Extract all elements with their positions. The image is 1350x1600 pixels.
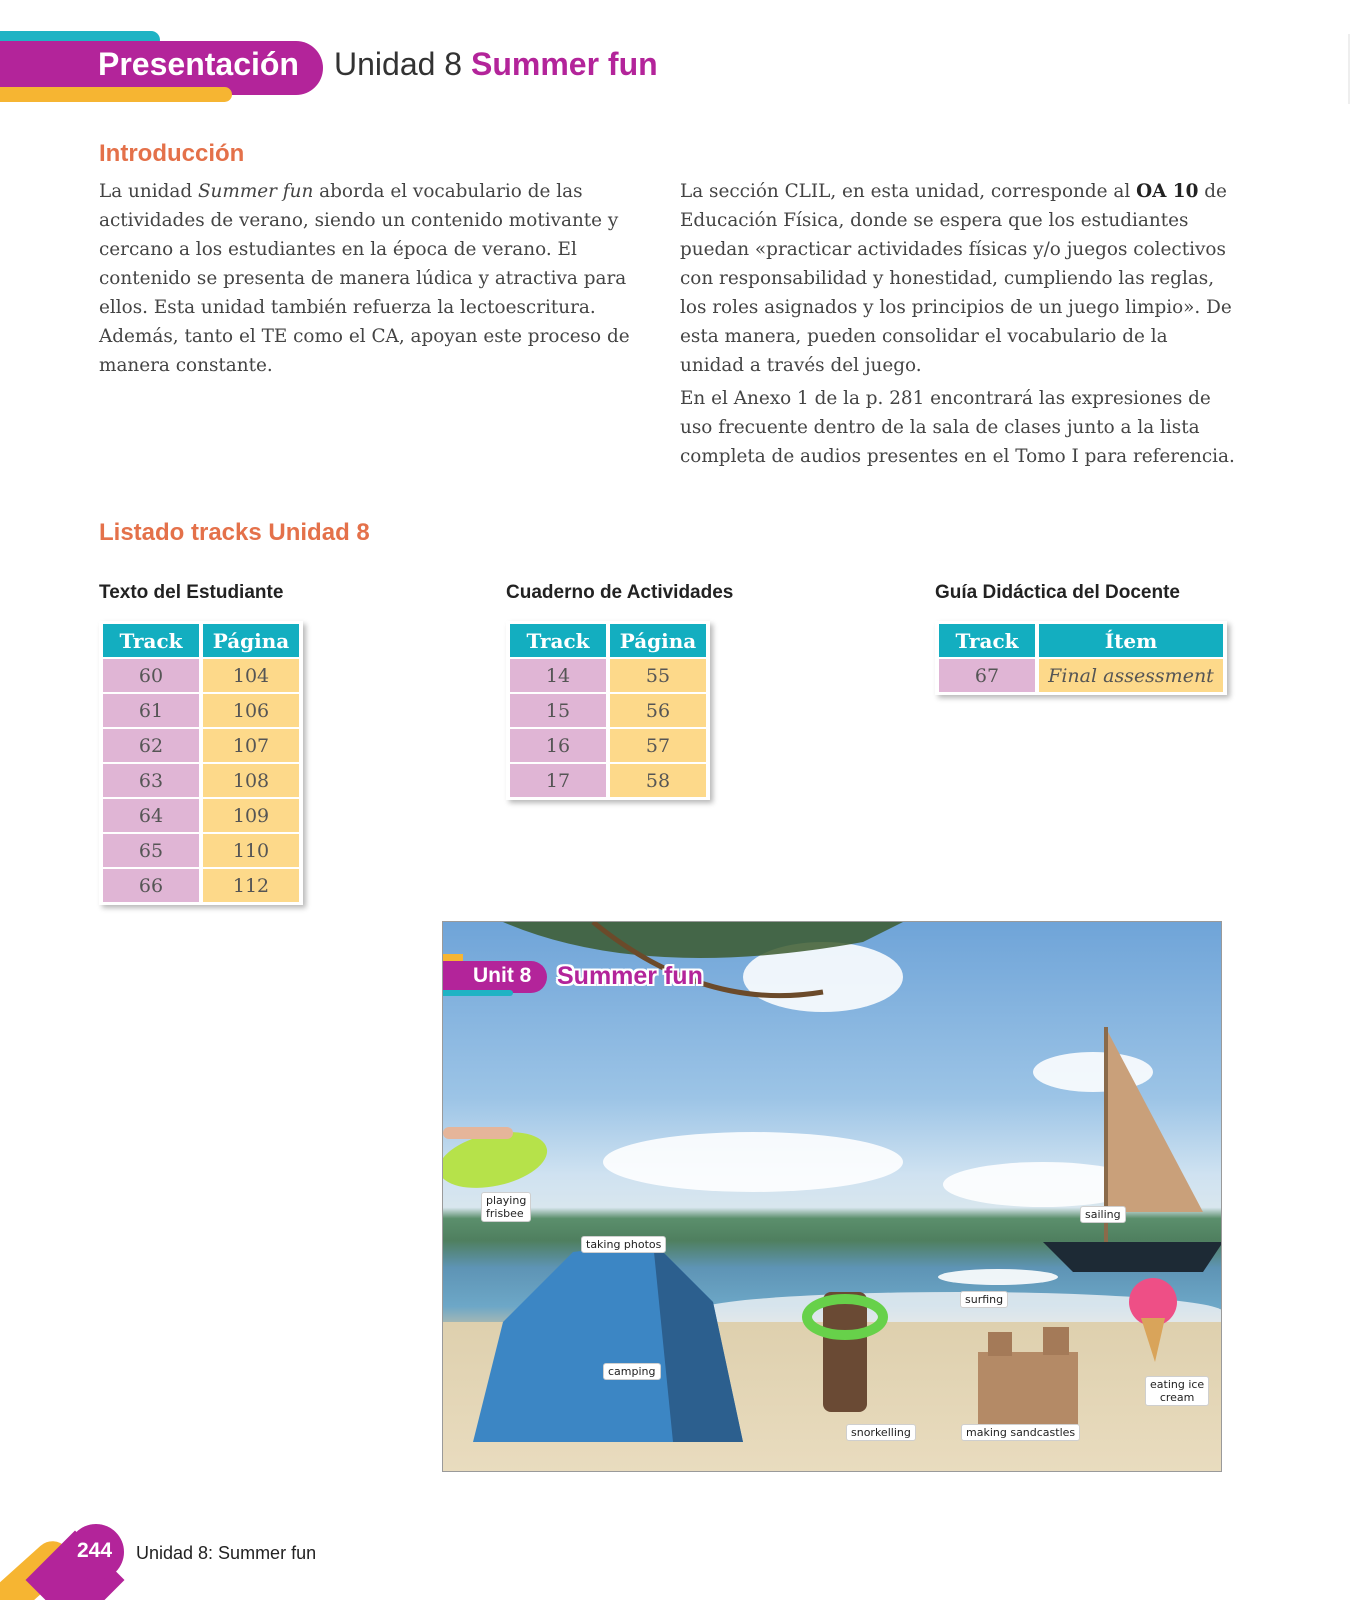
column-header: Página <box>203 624 299 657</box>
gdd-track-table <box>935 621 1227 695</box>
mini-unit-label: Unit 8 <box>473 964 532 987</box>
intro-left-pre: La unidad <box>99 181 198 202</box>
track-cell: 63 <box>103 764 199 797</box>
value-cell: 110 <box>203 834 299 867</box>
tag-surfing: surfing <box>960 1291 1008 1308</box>
table-row <box>937 658 1225 693</box>
mini-badge-teal <box>443 990 513 996</box>
value-cell: Final assessment <box>1039 659 1223 692</box>
table-row <box>101 833 301 868</box>
table-row <box>508 693 708 728</box>
table-header-row <box>937 623 1225 658</box>
track-cell: 66 <box>103 869 199 902</box>
table-row <box>101 868 301 903</box>
track-cell: 15 <box>510 694 606 727</box>
page-title <box>334 46 658 83</box>
intro-title: Introducción <box>99 140 245 167</box>
intro-left-italic: Summer fun <box>197 181 314 202</box>
tag-snorkelling: snorkelling <box>846 1424 916 1441</box>
track-cell: 17 <box>510 764 606 797</box>
tag-playing-frisbee <box>481 1192 531 1222</box>
page-number: 244 <box>77 1539 113 1562</box>
column-header: Ítem <box>1039 624 1223 657</box>
section-label: Presentación <box>98 46 299 82</box>
tag-making-sandcastles: making sandcastles <box>961 1424 1080 1441</box>
beach-scene-illustration <box>443 922 1222 1472</box>
value-cell: 56 <box>610 694 706 727</box>
table-row <box>508 658 708 693</box>
track-cell: 65 <box>103 834 199 867</box>
column-header: Track <box>939 624 1035 657</box>
table-row <box>101 763 301 798</box>
value-cell: 107 <box>203 729 299 762</box>
value-cell: 106 <box>203 694 299 727</box>
track-cell: 64 <box>103 799 199 832</box>
table-row <box>508 728 708 763</box>
intro-left-paragraph <box>99 177 649 380</box>
ca-table-heading: Cuaderno de Actividades <box>506 582 734 603</box>
tag-taking-photos: taking photos <box>581 1236 666 1253</box>
table-header-row <box>508 623 708 658</box>
value-cell: 108 <box>203 764 299 797</box>
column-header: Track <box>103 624 199 657</box>
table-row <box>101 798 301 833</box>
value-cell: 104 <box>203 659 299 692</box>
column-header: Track <box>510 624 606 657</box>
value-cell: 55 <box>610 659 706 692</box>
page-title-accent: Summer fun <box>470 46 658 82</box>
te-track-table <box>99 621 303 905</box>
intro-right1-bold: OA 10 <box>1136 181 1199 202</box>
gdd-table-heading: Guía Didáctica del Docente <box>935 582 1180 603</box>
header-yellow-stripe <box>0 87 232 102</box>
tag-text: playing <box>486 1194 527 1207</box>
table-row <box>101 658 301 693</box>
tag-eating-ice-cream <box>1145 1376 1209 1406</box>
tracks-title: Listado tracks Unidad 8 <box>99 519 370 546</box>
value-cell: 57 <box>610 729 706 762</box>
intro-left-post: aborda el vocabulario de las actividades de verano, siendo un contenido motivante y cercano a los estudiantes en la época de verano. El contenido se presenta de manera lúdica y atractiva para ellos. Esta unidad también refuerza la lectoescritura. Además, tanto el TE como el CA, apoyan este proceso de manera constante. <box>99 181 630 376</box>
track-cell: 62 <box>103 729 199 762</box>
value-cell: 58 <box>610 764 706 797</box>
intro-right-paragraph-2: En el Anexo 1 de la p. 281 encontrará las expresiones de uso frecuente dentro de la sala de clases junto a la lista completa de audios presentes en el Tomo I para referencia. <box>680 388 1235 467</box>
unit-cover-photo <box>442 921 1222 1472</box>
intro-right-paragraph-1 <box>680 177 1235 380</box>
table-row <box>508 763 708 798</box>
tag-text: frisbee <box>486 1207 524 1220</box>
intro-right1-pre: La sección CLIL, en esta unidad, corresponde al <box>680 181 1137 202</box>
tag-camping: camping <box>603 1363 661 1380</box>
mini-unit-title: Summer fun <box>557 962 703 990</box>
track-cell: 14 <box>510 659 606 692</box>
te-table-heading: Texto del Estudiante <box>99 582 284 603</box>
value-cell: 109 <box>203 799 299 832</box>
column-header: Página <box>610 624 706 657</box>
ca-track-table <box>506 621 710 800</box>
track-cell: 67 <box>939 659 1035 692</box>
page-title-prefix: Unidad 8 <box>334 46 463 82</box>
table-row <box>101 693 301 728</box>
tag-text: eating ice <box>1150 1378 1205 1391</box>
intro-right1-post: de Educación Física, donde se espera que los estudiantes puedan «practicar actividades físicas y/o juegos colectivos con responsabilidad y honestidad, cumpliendo las reglas, los roles asignados y los principios de un juego limpio». De esta manera, pueden consolidar el vocabulario de la unidad a través del juego. <box>680 181 1232 376</box>
value-cell: 112 <box>203 869 299 902</box>
tag-sailing: sailing <box>1080 1206 1126 1223</box>
track-cell: 61 <box>103 694 199 727</box>
track-cell: 16 <box>510 729 606 762</box>
tag-text: cream <box>1159 1391 1195 1404</box>
track-cell: 60 <box>103 659 199 692</box>
table-row <box>101 728 301 763</box>
footer-text: Unidad 8: Summer fun <box>136 1543 317 1563</box>
table-header-row <box>101 623 301 658</box>
